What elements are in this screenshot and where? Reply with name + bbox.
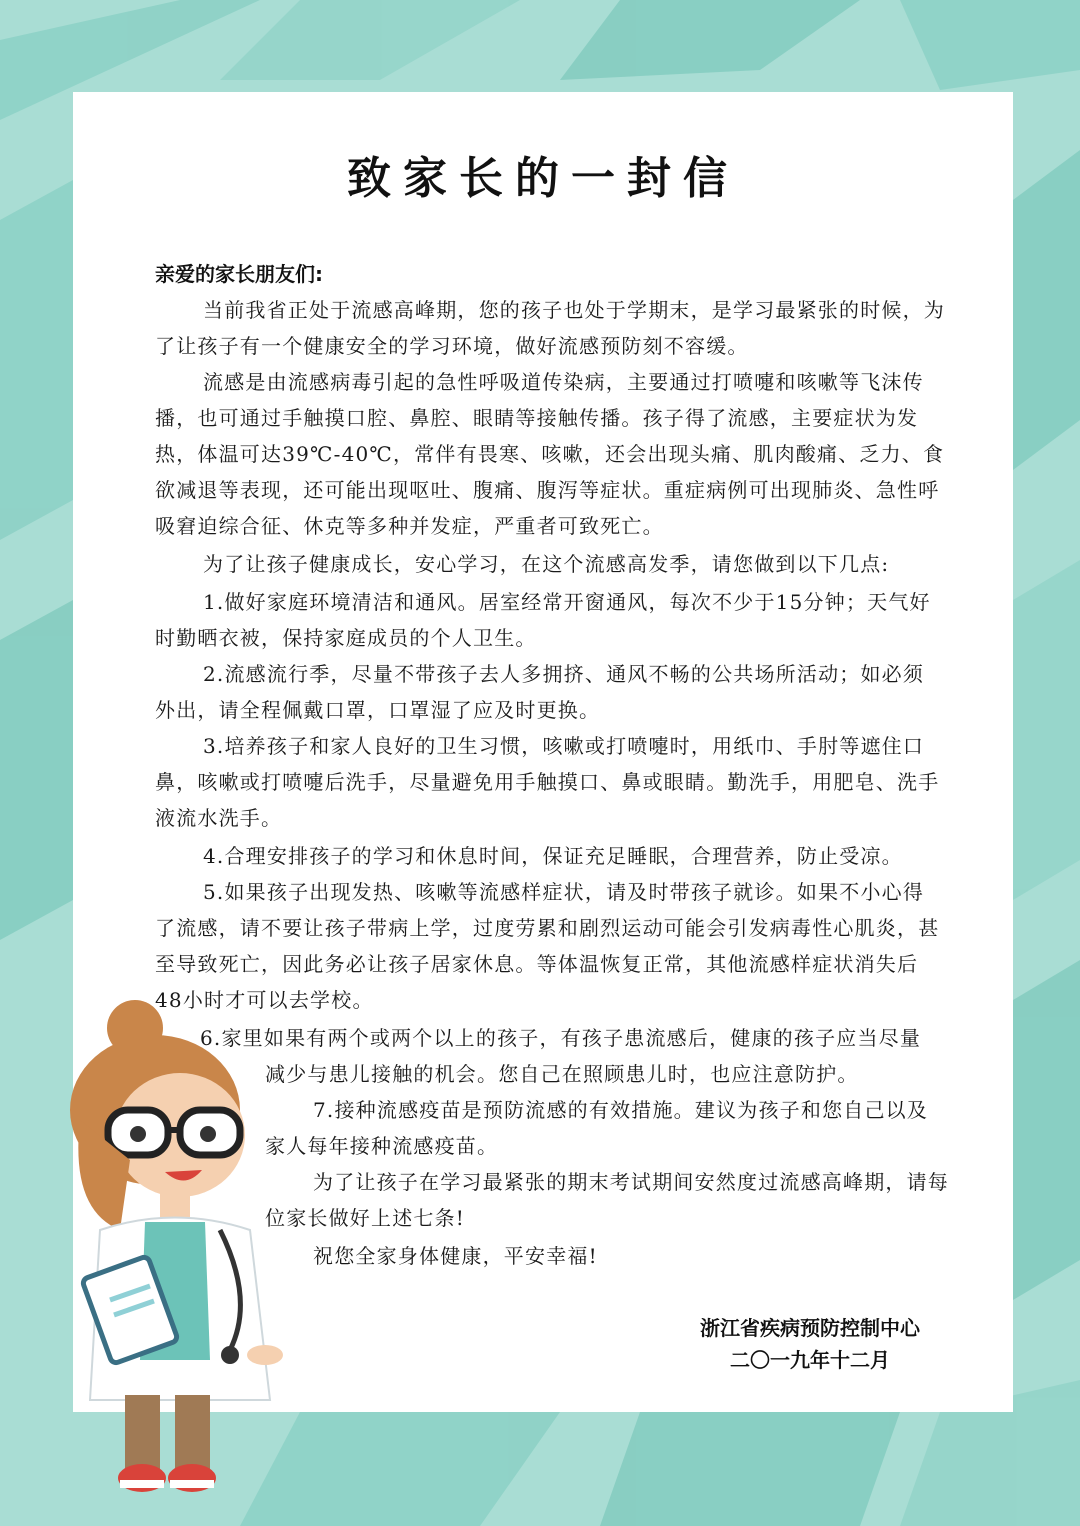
signature-date: 二〇一九年十二月 xyxy=(730,1348,890,1372)
paragraph-intro: 当前我省正处于流感高峰期，您的孩子也处于学期末，是学习最紧张的时候，为了让孩子有一个健康安全的学习环境，做好流感预防刻不容缓。 xyxy=(155,298,945,358)
paragraph-blessing: 祝您全家身体健康，平安幸福! xyxy=(313,1244,598,1268)
signature-organization: 浙江省疾病预防控制中心 xyxy=(700,1316,920,1340)
salutation: 亲爱的家长朋友们: xyxy=(155,262,323,286)
paragraph-point-4: 4.合理安排孩子的学习和休息时间，保证充足睡眠，合理营养，防止受凉。 xyxy=(203,844,903,868)
paragraph-point-6: 6.家里如果有两个或两个以上的孩子，有孩子患流感后，健康的孩子应当尽量减少与患儿接触的机会。您自己在照顾患儿时，也应注意防护。 xyxy=(200,1026,922,1086)
signature-block xyxy=(640,1312,980,1376)
paragraph-point-5: 5.如果孩子出现发热、咳嗽等流感样症状，请及时带孩子就诊。如果不小心得了流感，请不要让孩子带病上学，过度劳累和剧烈运动可能会引发病毒性心肌炎，甚至导致死亡，因此务必让孩子居家休息。等体温恢复正常，其他流感样症状消失后48小时才可以去学校。 xyxy=(155,880,940,1012)
letter-title: 致家长的一封信 xyxy=(347,153,739,204)
paragraph-point-3: 3.培养孩子和家人良好的卫生习惯，咳嗽或打喷嚏时，用纸巾、手肘等遮住口鼻，咳嗽或打喷嚏后洗手，尽量避免用手触摸口、鼻或眼睛。勤洗手，用肥皂、洗手液流水洗手。 xyxy=(155,734,940,830)
paragraph-point-7: 7.接种流感疫苗是预防流感的有效措施。建议为孩子和您自己以及家人每年接种流感疫苗。 xyxy=(265,1098,929,1158)
paragraph-flu-description: 流感是由流感病毒引起的急性呼吸道传染病，主要通过打喷嚏和咳嗽等飞沫传播，也可通过手触摸口腔、鼻腔、眼睛等接触传播。孩子得了流感，主要症状为发热，体温可达39℃-40℃，常伴有畏寒、咳嗽，还会出现头痛、肌肉酸痛、乏力、食欲减退等表现，还可能出现呕吐、腹痛、腹泻等症状。重症病例可出现肺炎、急性呼吸窘迫综合征、休克等多种并发症，严重者可致死亡。 xyxy=(155,370,945,538)
paragraph-advice-intro: 为了让孩子健康成长，安心学习，在这个流感高发季，请您做到以下几点: xyxy=(203,552,890,576)
paragraph-closing-request: 为了让孩子在学习最紧张的期末考试期间安然度过流感高峰期，请每位家长做好上述七条! xyxy=(265,1170,949,1230)
paragraph-point-2: 2.流感流行季，尽量不带孩子去人多拥挤、通风不畅的公共场所活动；如必须外出，请全程佩戴口罩，口罩湿了应及时更换。 xyxy=(155,662,925,722)
cartoon-doctor-illustration xyxy=(40,1000,290,1500)
paragraph-point-1: 1.做好家庭环境清洁和通风。居室经常开窗通风，每次不少于15分钟；天气好时勤晒衣被，保持家庭成员的个人卫生。 xyxy=(155,590,931,650)
